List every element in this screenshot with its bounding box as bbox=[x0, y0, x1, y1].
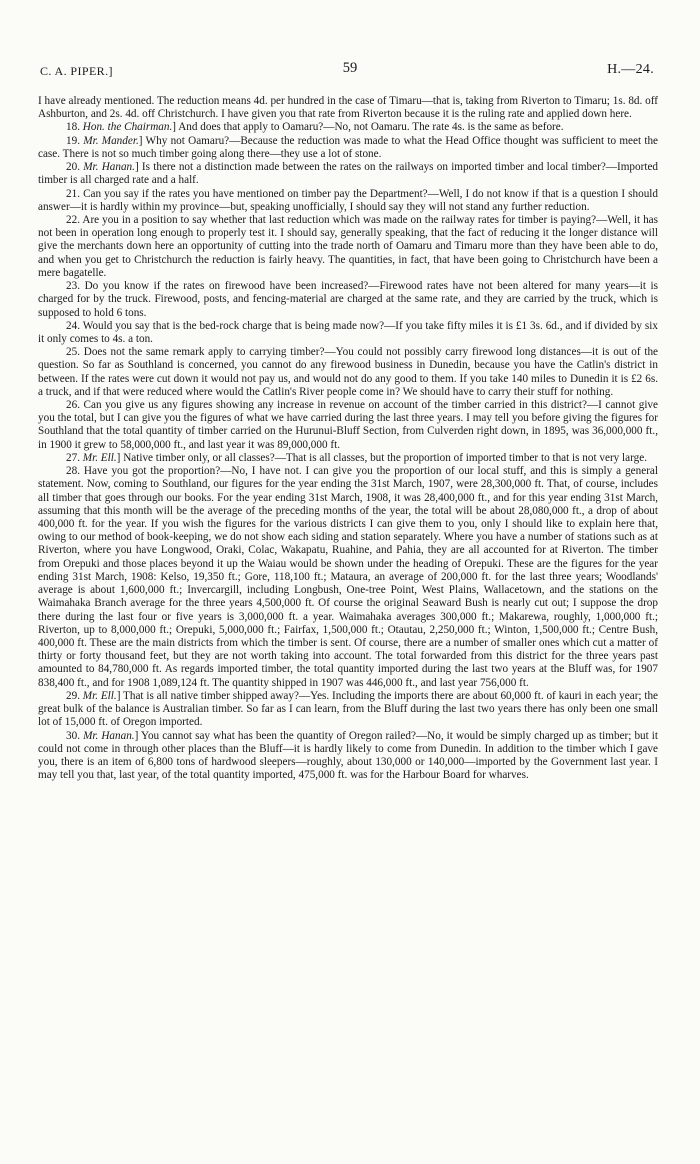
question-text: Is there not a distinction made between the rates on the railways on imported timber and local timber?—Imported timber is all charged rate and a half. bbox=[38, 161, 659, 187]
body-text bbox=[38, 95, 658, 782]
document-reference: H.—24. bbox=[607, 62, 654, 77]
question-text: You cannot say what has been the quantity of Oregon railed?—No, it would be simply charged up as timber; but it could not come in through other places than the Bluff—it is hardly likely to come from Dunedin. In addition to the timber which I gave you, there is an item of 6,800 tons of hardwood sleepers—roughly, about 130,000 or 140,000—imported by the Government last year. I may tell you that, last year, of the total quantity imported, 475,000 ft. was for the Harbour Board for wharves. bbox=[38, 729, 659, 782]
question-number: 29. bbox=[66, 689, 80, 702]
question-21 bbox=[38, 188, 658, 214]
question-29: 29. Mr. Ell.] That is all native timber shipped away?—Yes. Including the imports there are about 60,000 ft. of kauri in each year; the great bulk of the balance is Australian timber. So far as I can learn, from the Bluff during the last two years there has only been one small lot of 15,000 ft. of Oregon imported. bbox=[38, 689, 659, 729]
question-number: 20. bbox=[66, 161, 80, 174]
speaker: Mr. Mander. bbox=[83, 134, 139, 147]
question-28 bbox=[38, 465, 658, 690]
question-text: Can you give us any figures showing any increase in revenue on account of the timber carried in this district?—I cannot give you the total, but I can give you the figures of what we have carried during the last three years. I may tell you before giving the figures for Southland that the total quantity of timber carried on the Hurunui-Bluff Section, from Culverden right down, in 1895, was 36,000,000 ft., in 1900 it grew to 58,000,000 ft., and last year it was 89,000,000 ft. bbox=[38, 399, 658, 451]
witness-name: C. A. PIPER.] bbox=[40, 64, 113, 78]
question-19: 19. Mr. Mander.] Why not Oamaru?—Because the reduction was made to what the Head Office thought was sufficient to meet the case. There is not so much timber going along there—they use a lot of stone. bbox=[38, 134, 658, 160]
speaker: Mr. Ell. bbox=[82, 689, 117, 702]
question-number: 28. bbox=[66, 465, 80, 478]
speaker: Mr. Hanan. bbox=[83, 161, 135, 174]
question-text: Do you know if the rates on firewood have been increased?—Firewood rates have not been altered for many years—it is charged for by the truck. Firewood, posts, and fencing-material are charged at the same rate, and they are carried by the truck, which is supposed to hold 6 tons. bbox=[38, 280, 658, 319]
page-number: 59 bbox=[342, 60, 358, 76]
question-text: Are you in a position to say whether that last reduction which was made on the railway rates for timber is paying?—Well, it has not been in operation long enough to properly test it. I should say, generally speaking, that the fact of reducing it the longer distance will give the merchants down here an opportunity of cutting into the trade north of Oamaru and Timaru more than they have been able to do, and when you get to Christchurch the reduction is fairly heavy. The quantities, in fact, that have been going to Christchurch have been a mere bagatelle. bbox=[38, 213, 658, 279]
question-26 bbox=[38, 399, 658, 452]
speaker: Hon. the Chairman. bbox=[82, 121, 173, 134]
question-number: 24. bbox=[66, 319, 80, 332]
question-number: 19. bbox=[66, 134, 80, 147]
question-27: 27. Mr. Ell.] Native timber only, or all classes?—That is all classes, but the proportion of imported timber to that is not very large. bbox=[66, 451, 648, 464]
paragraph-continuation: I have already mentioned. The reduction means 4d. per hundred in the case of Timaru—that is, taking from Riverton to Timaru; 1s. 8d. off Ashburton, and 2s. 4d. off Christchurch. I have given you that rate from Riverton because it is the ruling rate and applied down here. bbox=[38, 95, 658, 121]
question-25 bbox=[38, 346, 658, 399]
question-22 bbox=[38, 214, 658, 280]
question-text: Does not the same remark apply to carrying timber?—You could not possibly carry firewood long distances—it is out of the question. So far as Southland is concerned, you cannot do any firewood business in Dunedin, because you have the Catlin's district in between. If the rates were cut down it would not pay us, and would not do any good to them. If you take 140 miles to Dunedin it is £2 6s. a truck, and if that were reduced where would the Catlin's River people come in? We should have to carry their stuff for nothing. bbox=[38, 346, 659, 398]
question-number: 26. bbox=[66, 399, 80, 412]
question-number: 18. bbox=[66, 121, 80, 134]
question-20: 20. Mr. Hanan.] Is there not a distinction made between the rates on the railways on imported timber and local timber?—Imported timber is all charged rate and a half. bbox=[38, 161, 659, 187]
question-text: Why not Oamaru?—Because the reduction was made to what the Head Office thought was sufficient to meet the case. There is not so much timber going along there—they use a lot of stone. bbox=[38, 134, 658, 160]
question-24 bbox=[38, 320, 658, 346]
question-30: 30. Mr. Hanan.] You cannot say what has been the quantity of Oregon railed?—No, it would be simply charged up as timber; but it could not come in through other places than the Bluff—it is hardly likely to come from Dunedin. In addition to the timber which I gave you, there is an item of 6,800 tons of hardwood sleepers—roughly, about 130,000 or 140,000—imported by the Government last year. I may tell you that, last year, of the total quantity imported, 475,000 ft. was for the Harbour Board for wharves. bbox=[38, 729, 659, 782]
question-number: 30. bbox=[66, 729, 80, 742]
question-text: That is all native timber shipped away?—Yes. Including the imports there are about 60,000 ft. of kauri in each year; the great bulk of the balance is Australian timber. So far as I can learn, from the Bluff during the last two years there has only been one small lot of 15,000 ft. of Oregon imported. bbox=[38, 689, 659, 729]
question-text: And does that apply to Oamaru?—No, not Oamaru. The rate 4s. is the same as before. bbox=[178, 121, 564, 134]
question-23 bbox=[38, 280, 658, 320]
question-number: 21. bbox=[66, 187, 80, 200]
question-number: 22. bbox=[66, 213, 80, 226]
question-number: 27. bbox=[66, 451, 80, 464]
question-text: Would you say that is the bed-rock charge that is being made now?—If you take fifty miles it is £1 3s. 6d., and if divided by six it only comes to 4s. a ton. bbox=[38, 319, 658, 345]
running-header bbox=[0, 0, 700, 88]
question-number: 23. bbox=[66, 280, 80, 293]
question-18: 18. Hon. the Chairman.] And does that apply to Oamaru?—No, not Oamaru. The rate 4s. is the same as before. bbox=[66, 121, 564, 134]
question-number: 25. bbox=[66, 346, 80, 359]
question-text: Have you got the proportion?—No, I have not. I can give you the proportion of our local stuff, and this is simply a general statement. Now, coming to Southland, our figures for the year ending the 31st March, 1907, were 28,300,000 ft. That, of course, includes all timber that goes through our books. For the year ending 31st March, 1908, it was 28,400,000 ft., and for this year ending 31st March, assuming that this month will be the average of the preceding months of the year, the total will be about 28,080,000 ft., a drop of about 400,000 ft. for the year. If you wish the figures for the various districts I can give them to you, only I should like to explain here that, owing to our method of book-keeping, we do not show each siding and station separately. Where you have a number of stations such as at Riverton, where you have Longwood, Oraki, Colac, Wakapatu, Ruahine, and Pahia, they are all accounted for at Riverton. The timber from Orepuki and those places beyond it up the Waiau would be shown under the heading of Orepuki. These are the figures for the year ending 31st March, 1908: Kelso, 19,350 ft.; Gore, 118,100 ft.; Mataura, an average of 200,000 ft. for the last three years; Woodlands' average is about 1,600,000 ft.; Invercargill, including Longbush, One-tree Point, West Plains, Wallacetown, and the stations on the Waimahaka Branch average for the three years 4,500,000 ft. Of course the original Seaward Bush is nearly cut out; I suppose the drop there during the last four or five years is 3,000,000 ft. a year. Waimahaka averages 300,000 ft.; Makarewa, roughly, 1,000,000 ft.; Riverton, up to 8,000,000 ft.; Orepuki, 5,000,000 ft.; Fairfax, 1,500,000 ft.; Otautau, 2,250,000 ft.; Winton, 1,500,000 ft.; Centre Bush, 400,000 ft. These are the main districts from which the timber is sent. Of course, there are a number of smaller ones which cut a matter of thirty or forty thousand feet, but they are not worth taking into account. The total forwarded from this district for the three years past amounted to 84,780,000 ft. As regards imported timber, the total quantity imported during the last two years at the Bluff was, for 1907 838,400 ft., and for 1908 1,089,124 ft. The quantity shipped in 1907 was 446,000 ft., and last year 756,000 ft. bbox=[38, 465, 658, 689]
speaker: Mr. Hanan. bbox=[83, 729, 135, 742]
speaker: Mr. Ell. bbox=[82, 451, 117, 464]
question-text: Native timber only, or all classes?—That is all classes, but the proportion of imported timber to that is not very large. bbox=[123, 451, 648, 464]
question-text: Can you say if the rates you have mentioned on timber pay the Department?—Well, I do not know if that is a question I should answer—it is hardly within my province—but, speaking unofficially, I should say they will not stand any further reduction. bbox=[38, 187, 659, 213]
